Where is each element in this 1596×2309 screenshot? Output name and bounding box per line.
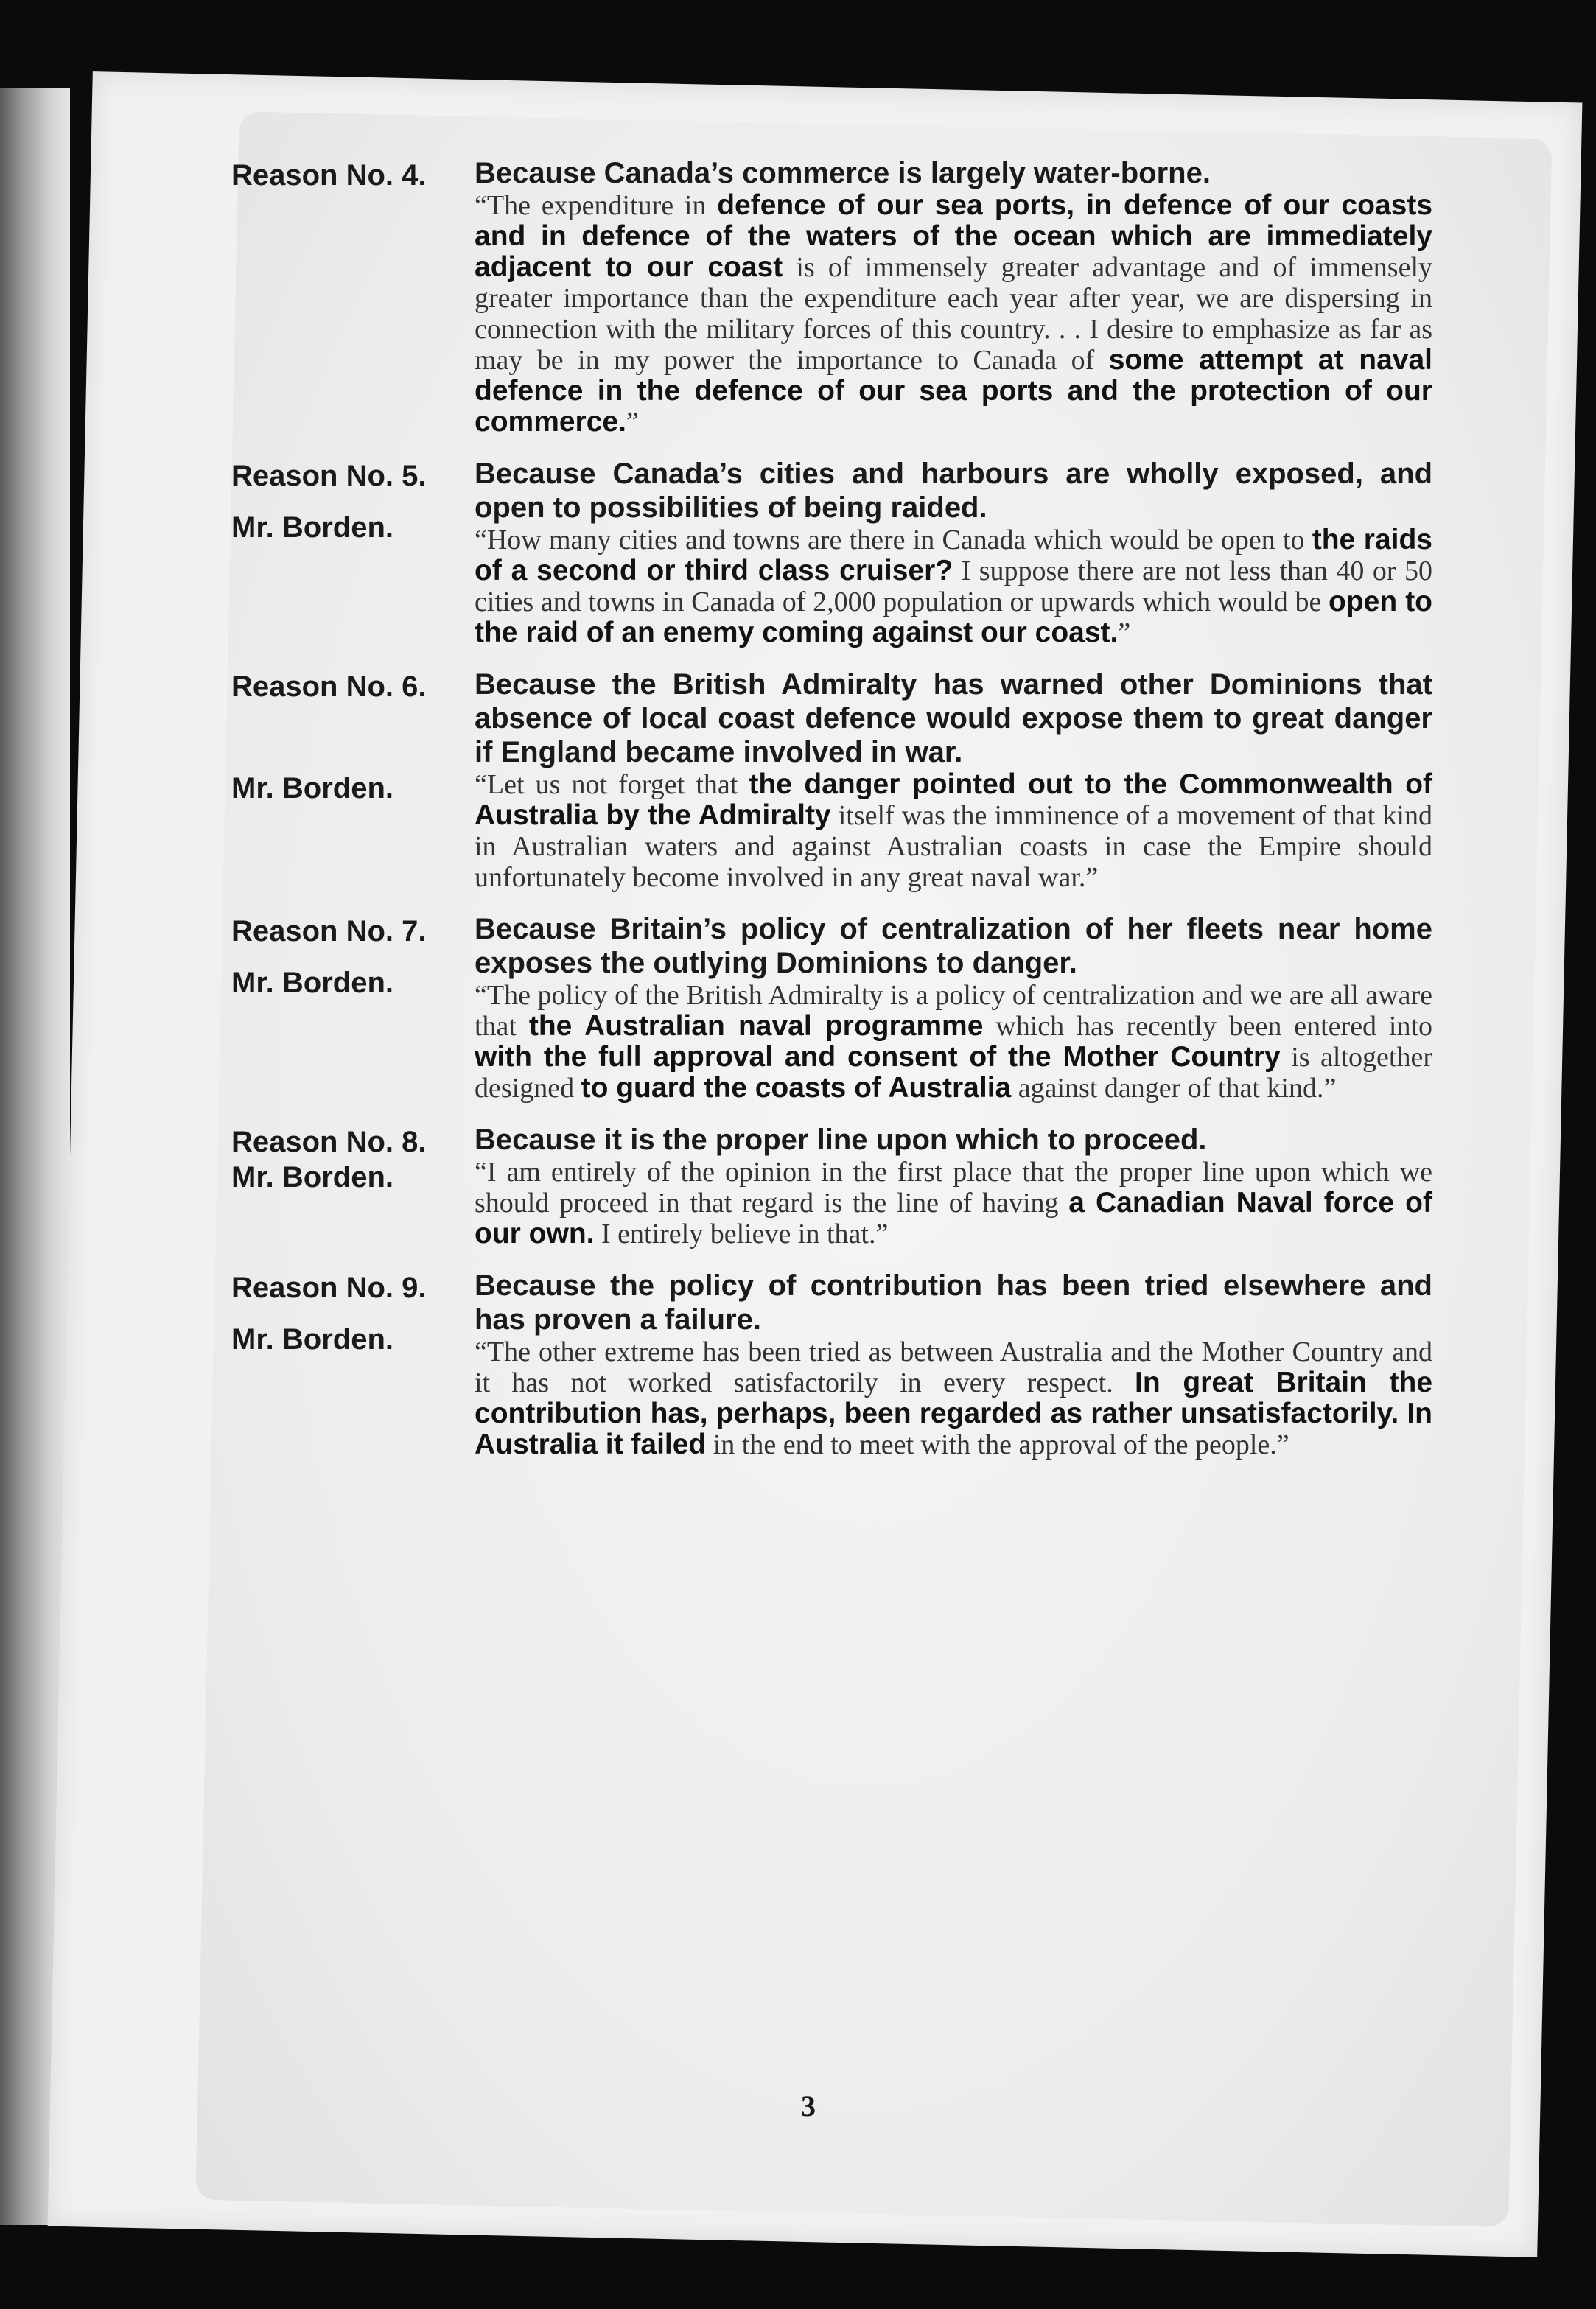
quote-text: I entirely believe in that.” [594, 1219, 889, 1250]
quote-text: “The policy of the British Admiralty is a policy of centralization and we are all aware that [475, 980, 1432, 1042]
quote-text: is altogether designed [475, 1042, 1432, 1104]
quote-text: “How many cities and towns are there in Canada which would be open to [475, 525, 1312, 556]
reason-label: Reason No. 5. [231, 460, 427, 492]
speaker-label: Mr. Borden. [231, 1161, 394, 1194]
quote-text: “Let us not forget that [475, 769, 749, 800]
quote-text: in the end to meet with the approval of the people.” [706, 1429, 1289, 1460]
quote-emphasis: to guard the coasts of Australia [581, 1072, 1012, 1104]
quote-text: “The other extreme has been tried as between Australia and the Mother Country and it has not worked satisfactorily in every respect. [475, 1336, 1432, 1398]
reason-label: Reason No. 8. [231, 1126, 427, 1158]
quote-emphasis: the raids of a second or third class cruiser? [475, 524, 1432, 586]
reason-label: Reason No. 4. [231, 159, 427, 192]
quote-text: ” [1118, 617, 1131, 648]
reason-block [231, 668, 1432, 893]
reason-block [231, 156, 1432, 438]
quote-emphasis: with the full approval and consent of the Mother Country [475, 1041, 1281, 1073]
reason-heading: Because Canada’s commerce is largely water-borne. [475, 157, 1211, 189]
reason-label: Reason No. 6. [231, 670, 427, 703]
reason-block [231, 1269, 1432, 1460]
quote-text: against danger of that kind.” [1011, 1073, 1337, 1104]
reason-block [231, 1123, 1432, 1250]
quote-text: “The expenditure in [475, 190, 718, 221]
document-body [231, 156, 1432, 1479]
quote-emphasis: the Australian naval programme [528, 1010, 984, 1042]
reason-heading: Because Canada’s cities and harbours are wholly exposed, and open to possibilities of being raided. [475, 458, 1432, 524]
reason-heading: Because Britain’s policy of centralization of her fleets near home exposes the outlying Dominions to danger. [475, 913, 1432, 979]
reason-heading: Because the British Admiralty has warned other Dominions that absence of local coast defence would expose them to great danger if England became involved in war. [475, 668, 1432, 768]
quote-emphasis: the danger pointed out to the Commonwealth of Australia by the Admiralty [475, 768, 1432, 831]
reason-quote [475, 525, 1432, 648]
quote-text: is of immensely greater advantage and of immensely greater importance than the expenditure each year after year, we are dispersing in connection with the military forces of this country. . . I desire to emphasize as far as may be in my power the importance to Canada of [475, 252, 1433, 376]
page-number: 3 [801, 2089, 816, 2123]
reason-label: Reason No. 9. [231, 1272, 427, 1304]
quote-text: I suppose there are not less than 40 or 50 cities and towns in Canada of 2,000 population or upwards which would be [475, 556, 1432, 617]
reason-block [231, 457, 1432, 648]
reason-heading: Because it is the proper line upon which to proceed. [475, 1124, 1207, 1156]
quote-emphasis: open to the raid of an enemy coming against our coast. [475, 586, 1432, 648]
reason-label: Reason No. 7. [231, 915, 427, 947]
speaker-label: Mr. Borden. [231, 511, 394, 544]
reason-quote [475, 1157, 1432, 1250]
quote-emphasis: a Canadian Naval force of our own. [475, 1187, 1432, 1250]
quote-text: which has recently been entered into [983, 1011, 1433, 1042]
reason-quote [475, 190, 1432, 438]
quote-emphasis: In great Britain the contribution has, perhaps, been regarded as rather unsatisfactorily. In Australia it failed [475, 1367, 1433, 1460]
speaker-label: Mr. Borden. [231, 967, 394, 999]
reason-quote [475, 980, 1432, 1104]
reason-quote [475, 1336, 1432, 1460]
speaker-label: Mr. Borden. [231, 772, 394, 805]
reason-quote [475, 769, 1432, 893]
reason-block [231, 912, 1432, 1104]
quote-text: “I am entirely of the opinion in the first place that the proper line upon which we should proceed in that regard is the line of having [475, 1157, 1432, 1219]
quote-text: ” [626, 407, 639, 438]
speaker-label: Mr. Borden. [231, 1323, 394, 1356]
quote-emphasis: defence of our sea ports, in defence of our coasts and in defence of the waters of the ocean which are immediately adjacent to our coast [475, 189, 1433, 283]
quote-text: itself was the imminence of a movement of that kind in Australian waters and against Australian coasts in case the Empire should unfortunately become involved in any great naval war.” [475, 800, 1432, 893]
quote-emphasis: some attempt at naval defence in the defence of our sea ports and the protection of our commerce. [475, 344, 1433, 438]
reason-heading: Because the policy of contribution has been tried elsewhere and has proven a failure. [475, 1269, 1432, 1336]
